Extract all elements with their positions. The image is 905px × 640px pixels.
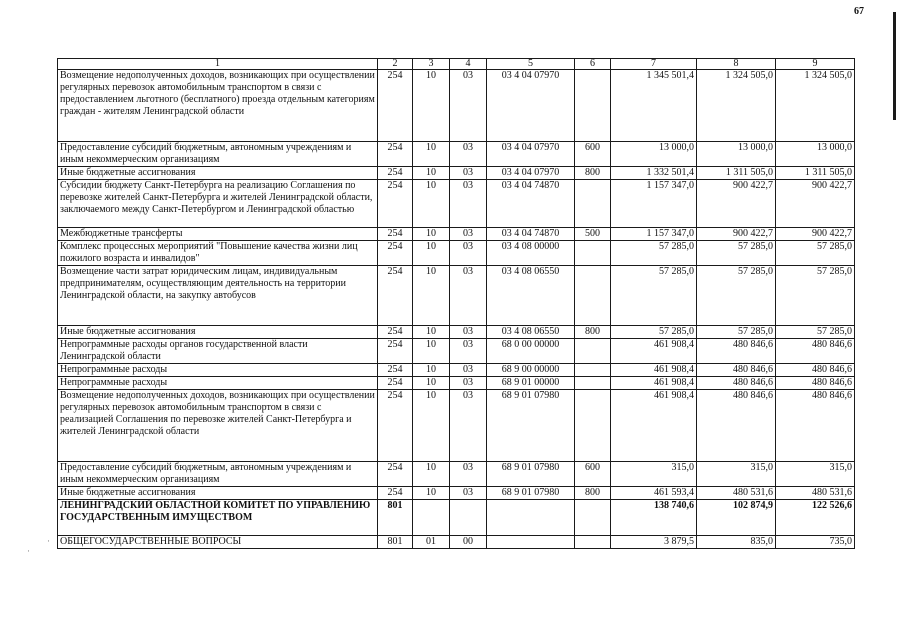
subsection-code: 03 <box>450 339 487 364</box>
amount-col-9: 900 422,7 <box>776 180 855 228</box>
ministry-code: 254 <box>378 390 413 462</box>
row-description: Непрограммные расходы <box>58 364 378 377</box>
expense-type-code <box>575 390 611 462</box>
amount-col-8: 900 422,7 <box>697 228 776 241</box>
section-code <box>413 500 450 536</box>
amount-col-8: 835,0 <box>697 536 776 549</box>
section-code: 10 <box>413 364 450 377</box>
section-code: 10 <box>413 390 450 462</box>
subsection-code: 03 <box>450 364 487 377</box>
page-number: 67 <box>854 6 864 17</box>
ministry-code: 254 <box>378 142 413 167</box>
amount-col-8: 900 422,7 <box>697 180 776 228</box>
row-description: Иные бюджетные ассигнования <box>58 167 378 180</box>
section-code: 10 <box>413 241 450 266</box>
section-code: 10 <box>413 70 450 142</box>
target-article-code: 68 9 01 00000 <box>487 377 575 390</box>
amount-col-8: 480 846,6 <box>697 339 776 364</box>
section-code: 10 <box>413 487 450 500</box>
target-article-code <box>487 500 575 536</box>
ministry-code: 254 <box>378 167 413 180</box>
expense-type-code <box>575 500 611 536</box>
budget-table-body <box>58 59 855 549</box>
row-description: Предоставление субсидий бюджетным, автономным учреждениям и иным некоммерческим организациям <box>58 142 378 167</box>
section-code: 10 <box>413 180 450 228</box>
amount-col-7: 57 285,0 <box>611 241 697 266</box>
ministry-code: 254 <box>378 180 413 228</box>
amount-col-8: 480 531,6 <box>697 487 776 500</box>
amount-col-9: 735,0 <box>776 536 855 549</box>
amount-col-9: 900 422,7 <box>776 228 855 241</box>
section-code: 10 <box>413 326 450 339</box>
amount-col-7: 3 879,5 <box>611 536 697 549</box>
target-article-code: 03 4 04 74870 <box>487 228 575 241</box>
amount-col-7: 461 908,4 <box>611 390 697 462</box>
amount-col-9: 315,0 <box>776 462 855 487</box>
subsection-code: 03 <box>450 180 487 228</box>
row-description: Непрограммные расходы органов государственной власти Ленинградской области <box>58 339 378 364</box>
amount-col-7: 1 345 501,4 <box>611 70 697 142</box>
subsection-code: 03 <box>450 326 487 339</box>
row-description: Возмещение недополученных доходов, возникающих при осуществлении регулярных перевозок автомобильным транспортом в связи с реализацией Соглашения по перевозке жителей Санкт-Петербурга и жителей Ленинградской области <box>58 390 378 462</box>
amount-col-8: 1 324 505,0 <box>697 70 776 142</box>
subsection-code: 03 <box>450 241 487 266</box>
expense-type-code: 600 <box>575 142 611 167</box>
table-row <box>58 500 855 536</box>
table-row <box>58 536 855 549</box>
column-number-row <box>58 59 855 70</box>
ministry-code: 801 <box>378 500 413 536</box>
expense-type-code <box>575 377 611 390</box>
amount-col-9: 1 324 505,0 <box>776 70 855 142</box>
column-number: 3 <box>413 59 450 70</box>
ministry-code: 254 <box>378 364 413 377</box>
table-row <box>58 180 855 228</box>
section-code: 10 <box>413 228 450 241</box>
row-description: Комплекс процессных мероприятий "Повышение качества жизни лиц пожилого возраста и инвалидов" <box>58 241 378 266</box>
expense-type-code <box>575 364 611 377</box>
expense-type-code <box>575 339 611 364</box>
ministry-code: 254 <box>378 326 413 339</box>
amount-col-8: 1 311 505,0 <box>697 167 776 180</box>
subsection-code <box>450 500 487 536</box>
target-article-code: 03 4 04 07970 <box>487 167 575 180</box>
section-code: 01 <box>413 536 450 549</box>
row-description: ОБЩЕГОСУДАРСТВЕННЫЕ ВОПРОСЫ <box>58 536 378 549</box>
amount-col-7: 57 285,0 <box>611 266 697 326</box>
expense-type-code <box>575 536 611 549</box>
budget-table <box>57 58 855 549</box>
amount-col-8: 480 846,6 <box>697 390 776 462</box>
amount-col-9: 1 311 505,0 <box>776 167 855 180</box>
table-row <box>58 462 855 487</box>
section-code: 10 <box>413 167 450 180</box>
ministry-code: 254 <box>378 241 413 266</box>
row-description: Предоставление субсидий бюджетным, автономным учреждениям и иным некоммерческим организациям <box>58 462 378 487</box>
amount-col-8: 102 874,9 <box>697 500 776 536</box>
amount-col-7: 461 908,4 <box>611 364 697 377</box>
subsection-code: 03 <box>450 390 487 462</box>
table-row <box>58 241 855 266</box>
amount-col-8: 315,0 <box>697 462 776 487</box>
amount-col-9: 57 285,0 <box>776 326 855 339</box>
column-number: 7 <box>611 59 697 70</box>
expense-type-code <box>575 70 611 142</box>
scan-edge-mark <box>893 12 896 120</box>
expense-type-code: 600 <box>575 462 611 487</box>
section-code: 10 <box>413 142 450 167</box>
amount-col-9: 13 000,0 <box>776 142 855 167</box>
target-article-code <box>487 536 575 549</box>
subsection-code: 03 <box>450 266 487 326</box>
row-description: Непрограммные расходы <box>58 377 378 390</box>
amount-col-7: 461 908,4 <box>611 377 697 390</box>
expense-type-code <box>575 180 611 228</box>
section-code: 10 <box>413 377 450 390</box>
subsection-code: 03 <box>450 167 487 180</box>
row-description: Иные бюджетные ассигнования <box>58 487 378 500</box>
subsection-code: 03 <box>450 377 487 390</box>
amount-col-8: 57 285,0 <box>697 326 776 339</box>
target-article-code: 03 4 04 07970 <box>487 70 575 142</box>
row-description: Субсидии бюджету Санкт-Петербурга на реализацию Соглашения по перевозке жителей Санкт-Петербурга и жителей Ленинградской области, заключаемого между Санкт-Петербургом и Ленинградской областью <box>58 180 378 228</box>
table-row <box>58 377 855 390</box>
ministry-code: 254 <box>378 487 413 500</box>
row-description: Иные бюджетные ассигнования <box>58 326 378 339</box>
target-article-code: 68 9 00 00000 <box>487 364 575 377</box>
expense-type-code <box>575 266 611 326</box>
ministry-code: 254 <box>378 339 413 364</box>
expense-type-code: 500 <box>575 228 611 241</box>
subsection-code: 03 <box>450 487 487 500</box>
amount-col-7: 1 332 501,4 <box>611 167 697 180</box>
ministry-code: 254 <box>378 228 413 241</box>
table-row <box>58 266 855 326</box>
table-row <box>58 390 855 462</box>
target-article-code: 03 4 04 07970 <box>487 142 575 167</box>
column-number: 5 <box>487 59 575 70</box>
amount-col-7: 13 000,0 <box>611 142 697 167</box>
column-number: 6 <box>575 59 611 70</box>
row-description: Возмещение части затрат юридическим лицам, индивидуальным предпринимателям, осуществляющим деятельность на территории Ленинградской области, на закупку автобусов <box>58 266 378 326</box>
column-number: 9 <box>776 59 855 70</box>
ministry-code: 254 <box>378 266 413 326</box>
table-row <box>58 70 855 142</box>
subsection-code: 03 <box>450 142 487 167</box>
row-description: ЛЕНИНГРАДСКИЙ ОБЛАСТНОЙ КОМИТЕТ ПО УПРАВЛЕНИЮ ГОСУДАРСТВЕННЫМ ИМУЩЕСТВОМ <box>58 500 378 536</box>
amount-col-7: 315,0 <box>611 462 697 487</box>
target-article-code: 03 4 08 06550 <box>487 266 575 326</box>
expense-type-code: 800 <box>575 167 611 180</box>
amount-col-7: 138 740,6 <box>611 500 697 536</box>
expense-type-code: 800 <box>575 487 611 500</box>
target-article-code: 03 4 08 00000 <box>487 241 575 266</box>
amount-col-9: 480 531,6 <box>776 487 855 500</box>
amount-col-7: 1 157 347,0 <box>611 180 697 228</box>
amount-col-7: 1 157 347,0 <box>611 228 697 241</box>
subsection-code: 03 <box>450 228 487 241</box>
amount-col-7: 57 285,0 <box>611 326 697 339</box>
amount-col-8: 480 846,6 <box>697 377 776 390</box>
table-row <box>58 487 855 500</box>
section-code: 10 <box>413 266 450 326</box>
amount-col-9: 480 846,6 <box>776 364 855 377</box>
section-code: 10 <box>413 462 450 487</box>
table-row <box>58 228 855 241</box>
amount-col-8: 13 000,0 <box>697 142 776 167</box>
ministry-code: 254 <box>378 70 413 142</box>
ministry-code: 254 <box>378 377 413 390</box>
column-number: 2 <box>378 59 413 70</box>
ministry-code: 254 <box>378 462 413 487</box>
target-article-code: 68 9 01 07980 <box>487 462 575 487</box>
column-number: 1 <box>58 59 378 70</box>
table-row <box>58 142 855 167</box>
amount-col-9: 480 846,6 <box>776 339 855 364</box>
expense-type-code: 800 <box>575 326 611 339</box>
amount-col-9: 57 285,0 <box>776 266 855 326</box>
row-description: Межбюджетные трансферты <box>58 228 378 241</box>
amount-col-8: 57 285,0 <box>697 266 776 326</box>
target-article-code: 03 4 04 74870 <box>487 180 575 228</box>
table-row <box>58 326 855 339</box>
scan-speck: · <box>27 546 30 556</box>
table-row <box>58 364 855 377</box>
amount-col-8: 480 846,6 <box>697 364 776 377</box>
amount-col-7: 461 908,4 <box>611 339 697 364</box>
scan-speck: · <box>47 536 50 546</box>
expense-type-code <box>575 241 611 266</box>
amount-col-9: 480 846,6 <box>776 377 855 390</box>
table-row <box>58 167 855 180</box>
target-article-code: 68 0 00 00000 <box>487 339 575 364</box>
column-number: 4 <box>450 59 487 70</box>
ministry-code: 801 <box>378 536 413 549</box>
amount-col-8: 57 285,0 <box>697 241 776 266</box>
target-article-code: 68 9 01 07980 <box>487 390 575 462</box>
amount-col-9: 122 526,6 <box>776 500 855 536</box>
subsection-code: 03 <box>450 462 487 487</box>
table-row <box>58 339 855 364</box>
amount-col-9: 57 285,0 <box>776 241 855 266</box>
target-article-code: 68 9 01 07980 <box>487 487 575 500</box>
amount-col-7: 461 593,4 <box>611 487 697 500</box>
row-description: Возмещение недополученных доходов, возникающих при осуществлении регулярных перевозок автомобильным транспортом в связи с предоставлением льготного (бесплатного) проезда отдельным категориям граждан - жителям Ленинградской области <box>58 70 378 142</box>
amount-col-9: 480 846,6 <box>776 390 855 462</box>
subsection-code: 00 <box>450 536 487 549</box>
section-code: 10 <box>413 339 450 364</box>
subsection-code: 03 <box>450 70 487 142</box>
column-number: 8 <box>697 59 776 70</box>
target-article-code: 03 4 08 06550 <box>487 326 575 339</box>
